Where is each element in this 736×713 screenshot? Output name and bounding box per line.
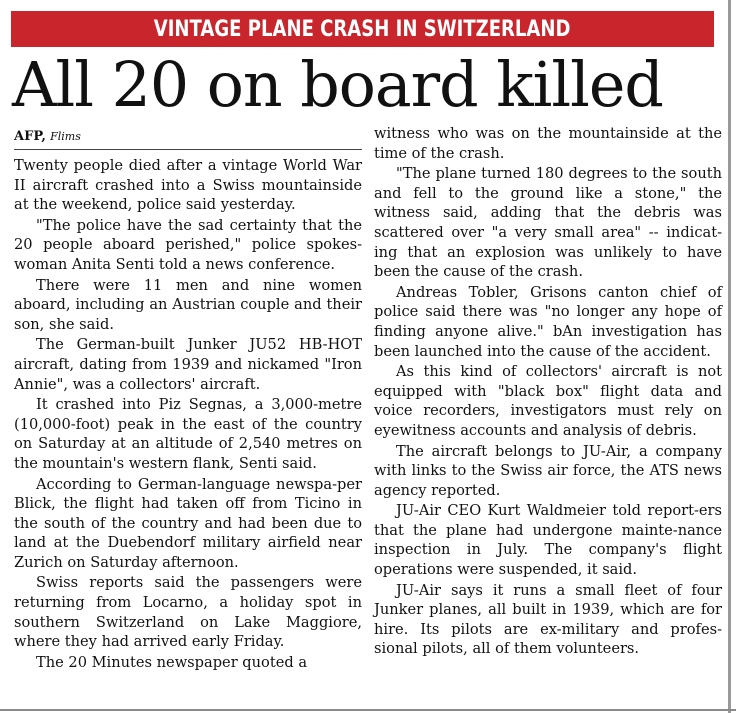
article-column-left [14,124,362,672]
kicker-text: VINTAGE PLANE CRASH IN SWITZERLAND [154,16,571,42]
kicker-banner [11,11,714,47]
paragraph: witness who was on the mountainside at the time of the crash. [374,125,722,162]
paragraph: Swiss reports said the passengers were returning from Locarno, a holiday spot in southern Switzerland on Lake Maggiore, where they had arrived early Friday. [14,574,362,651]
paragraph: The aircraft belongs to JU-Air, a company with links to the Swiss air force, the ATS news agency reported. [374,442,722,499]
bottom-rule [0,709,736,711]
paragraph: As this kind of collectors' aircraft is not equipped with "black box" flight data and voice recorders, investigators must rely on eyewitness accounts and analysis of debris. [374,363,722,439]
paragraph: "The police have the sad certainty that the 20 people aboard perished," police spokes-woman Anita Senti told a news conference. [14,216,362,273]
paragraph: "The plane turned 180 degrees to the south and fell to the ground like a stone," the witness said, adding that the debris was scattered over "a very small area" -- indicat-ing that an explosion was unlikely to have been the cause of the crash. [374,165,722,281]
byline-agency: AFP, [14,129,46,144]
paragraph: According to German-language newspa-per Blick, the flight had taken off from Ticino in the south of the country and had been due to land at the Duebendorf military airfield near Zurich on Saturday afternoon. [14,475,362,571]
paragraph: There were 11 men and nine women aboard, including an Austrian couple and their son, she said. [14,276,362,333]
paragraph: JU-Air CEO Kurt Waldmeier told report-ers that the plane had undergone mainte-nance inspection in July. The company's flight operations were suspended, it said. [374,502,722,579]
paragraph: The 20 Minutes newspaper quoted a [36,653,308,671]
page-edge-rule [728,0,731,713]
headline: All 20 on board killed [12,48,663,121]
article-column-right [374,124,722,659]
paragraph: It crashed into Piz Segnas, a 3,000-metre (10,000-foot) peak in the east of the country on Saturday at an altitude of 2,540 metres on the mountain's western flank, Senti said. [14,396,362,472]
byline-divider [14,149,362,150]
paragraph: JU-Air says it runs a small fleet of four Junker planes, all built in 1939, which are for hire. Its pilots are ex-military and profes-sional pilots, all of them volunteers. [374,581,722,658]
paragraph: Andreas Tobler, Grisons canton chief of police said there was "no longer any hope of finding anyone alive." bAn investigation has been launched into the cause of the accident. [374,283,722,360]
paragraph: The German-built Junker JU52 HB-HOT aircraft, dating from 1939 and nickamed "Iron Annie", was a collectors' aircraft. [14,336,362,393]
byline [14,128,362,146]
paragraph: Twenty people died after a vintage World War II aircraft crashed into a Swiss mountainside at the weekend, police said yesterday. [14,157,362,214]
byline-place: Flims [50,130,81,143]
